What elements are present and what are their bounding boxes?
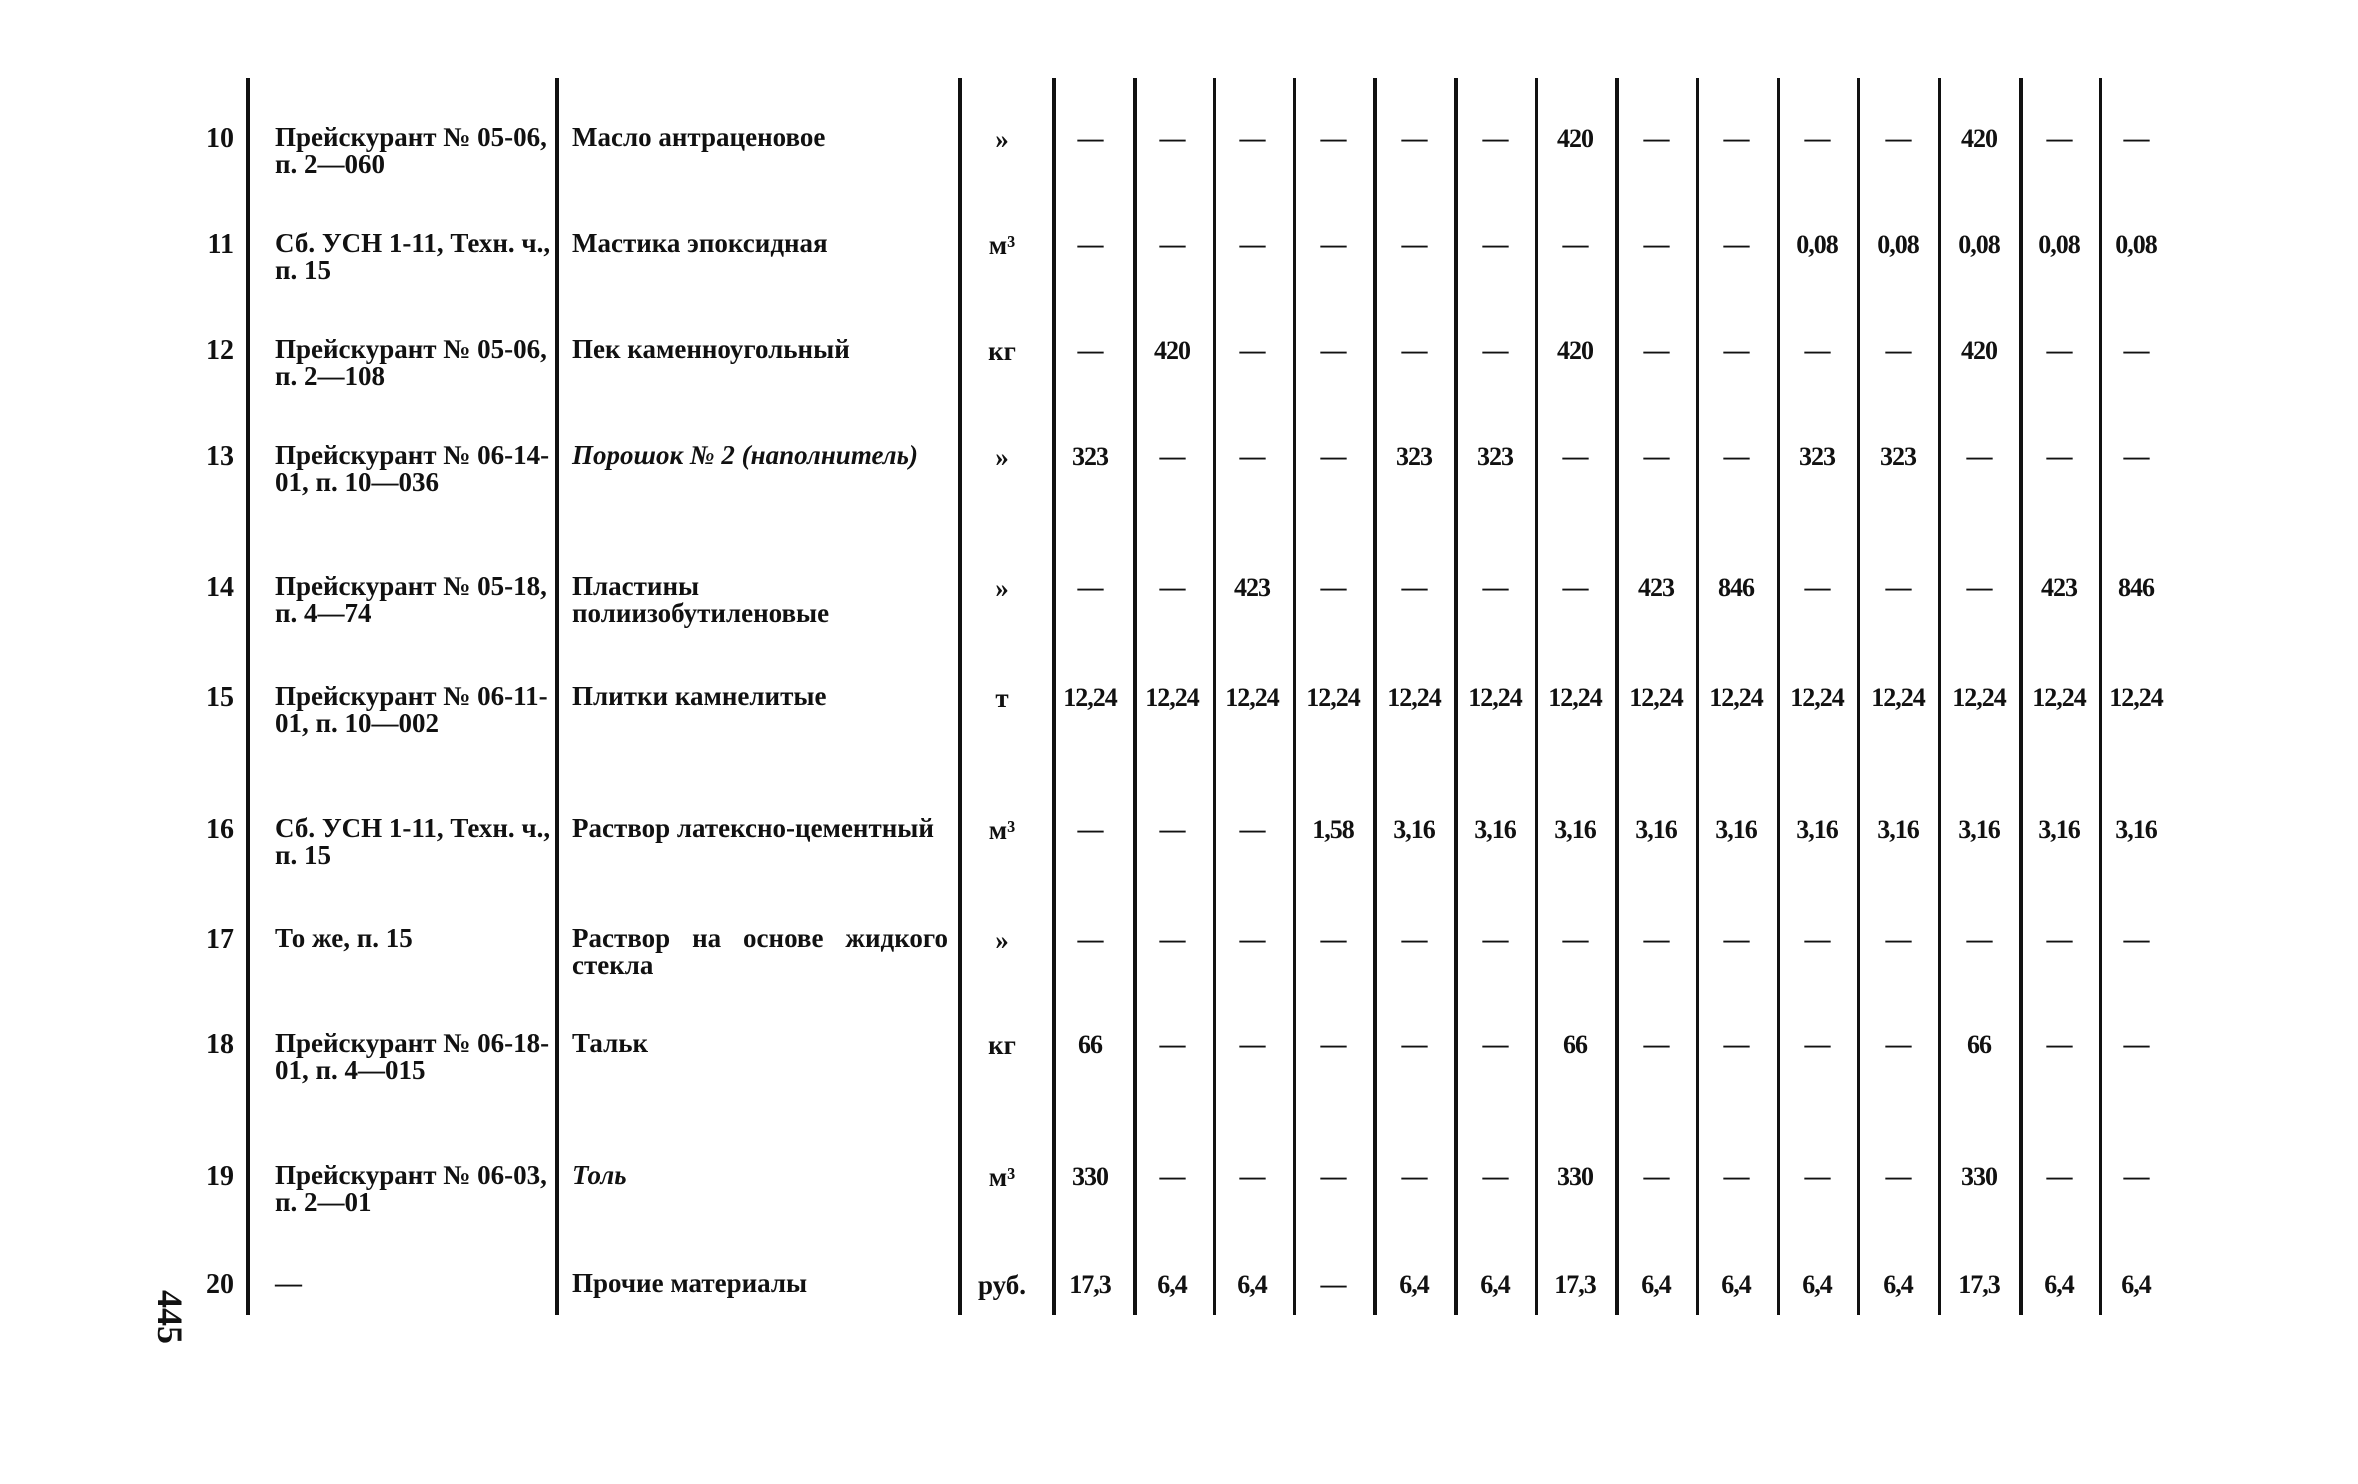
quantity-cell: — (1320, 925, 1346, 954)
quantity-cell: 6,4 (1237, 1270, 1267, 1299)
quantity-cell: — (1482, 124, 1508, 153)
unit-of-measure: » (995, 573, 1009, 603)
quantity-cell: — (1159, 815, 1185, 844)
row-number: 13 (206, 441, 234, 472)
quantity-cell: — (1723, 336, 1749, 365)
quantity-cell: — (1239, 336, 1265, 365)
quantity-cell: — (1159, 442, 1185, 471)
quantity-cell: 12,24 (1225, 683, 1279, 712)
quantity-cell: — (1320, 230, 1346, 259)
quantity-cell: — (1643, 124, 1669, 153)
quantity-cell: — (1643, 1162, 1669, 1191)
quantity-cell: 423 (1234, 573, 1270, 602)
quantity-cell: — (1723, 1030, 1749, 1059)
quantity-cell: — (1482, 1162, 1508, 1191)
row-number: 17 (206, 924, 234, 955)
quantity-cell: — (1643, 1030, 1669, 1059)
quantity-cell: — (2046, 442, 2072, 471)
quantity-cell: — (2046, 336, 2072, 365)
price-source: Прейскурант № 05-06, п. 2—108 (275, 334, 547, 391)
quantity-cell: 12,24 (1871, 683, 1925, 712)
quantity-cell: — (1239, 1030, 1265, 1059)
quantity-cell: — (1966, 925, 1992, 954)
quantity-cell: — (1643, 336, 1669, 365)
quantity-cell: — (2123, 124, 2149, 153)
quantity-cell: 420 (1557, 124, 1593, 153)
quantity-cell: 420 (1961, 336, 1997, 365)
quantity-cell: 12,24 (1306, 683, 1360, 712)
quantity-cell: — (1723, 1162, 1749, 1191)
price-source: Прейскурант № 06-18-01, п. 4—015 (275, 1028, 550, 1085)
quantity-cell: 17,3 (1958, 1270, 2000, 1299)
unit-of-measure: » (995, 442, 1009, 472)
quantity-cell: 6,4 (1883, 1270, 1913, 1299)
quantity-cell: — (2046, 925, 2072, 954)
quantity-cell: 6,4 (1157, 1270, 1187, 1299)
row-number: 11 (207, 229, 234, 260)
quantity-cell: — (1562, 230, 1588, 259)
price-source: Прейскурант № 06-03, п. 2—01 (275, 1160, 547, 1217)
row-number: 10 (206, 123, 234, 154)
quantity-cell: 846 (1718, 573, 1754, 602)
quantity-cell: — (1723, 925, 1749, 954)
quantity-cell: 12,24 (1063, 683, 1117, 712)
material-name: Толь (572, 1160, 627, 1190)
quantity-cell: 846 (2118, 573, 2154, 602)
unit-of-measure: кг (988, 1030, 1016, 1060)
quantity-cell: — (1239, 230, 1265, 259)
quantity-cell: — (1159, 230, 1185, 259)
quantity-cell: — (2123, 1162, 2149, 1191)
price-source: Сб. УСН 1-11, Техн. ч., п. 15 (275, 813, 551, 870)
quantity-cell: 12,24 (1790, 683, 1844, 712)
material-name: Плитки камнелитые (572, 681, 827, 711)
quantity-cell: — (1562, 925, 1588, 954)
quantity-cell: 6,4 (2044, 1270, 2074, 1299)
quantity-cell: 1,58 (1312, 815, 1354, 844)
quantity-cell: — (1723, 442, 1749, 471)
quantity-cell: — (1401, 573, 1427, 602)
material-name: Раствор на основе жидкого стекла (572, 923, 948, 980)
quantity-cell: 420 (1961, 124, 1997, 153)
price-source: Прейскурант № 05-18, п. 4—74 (275, 571, 547, 628)
quantity-cell: — (1723, 230, 1749, 259)
unit-of-measure: кг (988, 336, 1016, 366)
quantity-cell: — (2123, 1030, 2149, 1059)
unit-of-measure: м³ (988, 1162, 1016, 1192)
quantity-cell: — (1804, 124, 1830, 153)
quantity-cell: — (1159, 1162, 1185, 1191)
quantity-cell: — (1482, 925, 1508, 954)
quantity-cell: — (1885, 573, 1911, 602)
quantity-cell: 3,16 (1877, 815, 1919, 844)
quantity-cell: — (1401, 1030, 1427, 1059)
row-number: 12 (206, 335, 234, 366)
quantity-cell: — (2123, 925, 2149, 954)
unit-of-measure: » (995, 925, 1009, 955)
quantity-cell: 3,16 (1554, 815, 1596, 844)
quantity-cell: 3,16 (1474, 815, 1516, 844)
quantity-cell: 420 (1154, 336, 1190, 365)
quantity-cell: — (1401, 1162, 1427, 1191)
material-name: Мастика эпоксидная (572, 228, 828, 258)
quantity-cell: 323 (1072, 442, 1108, 471)
quantity-cell: — (1320, 573, 1346, 602)
quantity-cell: — (2123, 442, 2149, 471)
quantity-cell: — (1320, 1162, 1346, 1191)
quantity-cell: — (1239, 925, 1265, 954)
quantity-cell: 66 (1563, 1030, 1587, 1059)
quantity-cell: — (2123, 336, 2149, 365)
quantity-cell: — (1482, 573, 1508, 602)
quantity-cell: — (1320, 442, 1346, 471)
quantity-cell: 420 (1557, 336, 1593, 365)
quantity-cell: 323 (1477, 442, 1513, 471)
quantity-cell: 12,24 (1709, 683, 1763, 712)
quantity-cell: — (1885, 124, 1911, 153)
quantity-cell: — (1159, 573, 1185, 602)
quantity-cell: 66 (1967, 1030, 1991, 1059)
quantity-cell: 12,24 (1387, 683, 1441, 712)
quantity-cell: — (1401, 925, 1427, 954)
quantity-cell: 12,24 (2032, 683, 2086, 712)
material-name: Пек каменноугольный (572, 334, 850, 364)
quantity-cell: — (1077, 815, 1103, 844)
quantity-cell: 12,24 (1548, 683, 1602, 712)
quantity-cell: 3,16 (1958, 815, 2000, 844)
material-name: Прочие материалы (572, 1268, 808, 1298)
quantity-cell: — (1482, 1030, 1508, 1059)
quantity-cell: 323 (1799, 442, 1835, 471)
quantity-cell: — (1077, 124, 1103, 153)
quantity-cell: 66 (1078, 1030, 1102, 1059)
quantity-cell: 3,16 (1393, 815, 1435, 844)
quantity-cell: — (1239, 815, 1265, 844)
quantity-cell: — (1643, 442, 1669, 471)
quantity-cell: — (1885, 336, 1911, 365)
quantity-cell: 323 (1880, 442, 1916, 471)
quantity-cell: — (1320, 1270, 1346, 1299)
quantity-cell: — (1239, 1162, 1265, 1191)
quantity-cell: — (1159, 1030, 1185, 1059)
quantity-cell: — (1804, 573, 1830, 602)
price-source: Прейскурант № 05-06, п. 2—060 (275, 122, 547, 179)
price-source: Прейскурант № 06-11-01, п. 10—002 (275, 681, 548, 738)
quantity-cell: — (1643, 230, 1669, 259)
quantity-cell: 12,24 (1468, 683, 1522, 712)
price-source: — (275, 1268, 302, 1298)
quantity-cell: 17,3 (1554, 1270, 1596, 1299)
quantity-cell: — (1159, 124, 1185, 153)
row-number: 18 (206, 1029, 234, 1060)
quantity-cell: — (1320, 336, 1346, 365)
quantity-cell: — (1643, 925, 1669, 954)
quantity-cell: — (1885, 1162, 1911, 1191)
quantity-cell: — (1077, 573, 1103, 602)
price-source: Сб. УСН 1-11, Техн. ч., п. 15 (275, 228, 551, 285)
quantity-cell: 0,08 (1796, 230, 1838, 259)
material-name: Тальк (572, 1028, 649, 1058)
row-number: 19 (206, 1161, 234, 1192)
unit-of-measure: » (995, 124, 1009, 154)
unit-of-measure: руб. (977, 1270, 1027, 1300)
quantity-cell: — (1804, 336, 1830, 365)
page-number: 445 (150, 1290, 190, 1344)
quantity-cell: — (2046, 1030, 2072, 1059)
quantity-cell: 6,4 (1802, 1270, 1832, 1299)
quantity-cell: — (1320, 124, 1346, 153)
quantity-cell: — (1885, 925, 1911, 954)
quantity-cell: — (1482, 230, 1508, 259)
quantity-cell: — (1723, 124, 1749, 153)
price-source: Прейскурант № 06-14-01, п. 10—036 (275, 440, 550, 497)
quantity-cell: 12,24 (1629, 683, 1683, 712)
quantity-cell: — (1239, 442, 1265, 471)
quantity-cell: 0,08 (1877, 230, 1919, 259)
quantity-cell: 330 (1961, 1162, 1997, 1191)
row-number: 20 (206, 1269, 234, 1300)
row-number: 15 (206, 682, 234, 713)
quantity-cell: — (1885, 1030, 1911, 1059)
quantity-cell: — (1077, 230, 1103, 259)
material-name: Масло антраценовое (572, 122, 826, 152)
quantity-cell: — (1804, 925, 1830, 954)
unit-of-measure: т (995, 683, 1009, 713)
quantity-cell: — (2046, 124, 2072, 153)
quantity-cell: 330 (1557, 1162, 1593, 1191)
quantity-cell: 12,24 (1145, 683, 1199, 712)
material-name: Раствор латексно-цементный (572, 813, 934, 843)
quantity-cell: — (1401, 336, 1427, 365)
quantity-cell: 6,4 (1399, 1270, 1429, 1299)
quantity-cell: 17,3 (1069, 1270, 1111, 1299)
quantity-cell: 0,08 (1958, 230, 2000, 259)
material-name: Пластины полиизобутиленовые (572, 571, 830, 628)
quantity-cell: 3,16 (1715, 815, 1757, 844)
price-source: То же, п. 15 (275, 923, 413, 953)
quantity-cell: — (1562, 442, 1588, 471)
quantity-cell: 423 (2041, 573, 2077, 602)
quantity-cell: — (1562, 573, 1588, 602)
quantity-cell: — (1804, 1162, 1830, 1191)
quantity-cell: 3,16 (1635, 815, 1677, 844)
quantity-cell: 3,16 (1796, 815, 1838, 844)
quantity-cell: — (1401, 230, 1427, 259)
quantity-cell: 3,16 (2115, 815, 2157, 844)
quantity-cell: — (1966, 573, 1992, 602)
quantity-cell: — (1077, 925, 1103, 954)
row-number: 14 (206, 572, 234, 603)
quantity-cell: — (1966, 442, 1992, 471)
quantity-cell: — (1401, 124, 1427, 153)
row-number: 16 (206, 814, 234, 845)
quantity-cell: 6,4 (1721, 1270, 1751, 1299)
quantity-cell: 0,08 (2115, 230, 2157, 259)
quantity-cell: 6,4 (1641, 1270, 1671, 1299)
quantity-cell: 12,24 (2109, 683, 2163, 712)
quantity-cell: 330 (1072, 1162, 1108, 1191)
quantity-cell: — (1320, 1030, 1346, 1059)
quantity-cell: 3,16 (2038, 815, 2080, 844)
quantity-cell: — (1077, 336, 1103, 365)
quantity-cell: — (1239, 124, 1265, 153)
quantity-cell: 0,08 (2038, 230, 2080, 259)
material-name: Порошок № 2 (наполнитель) (572, 440, 918, 470)
quantity-cell: 6,4 (2121, 1270, 2151, 1299)
quantity-cell: — (1482, 336, 1508, 365)
quantity-cell: 323 (1396, 442, 1432, 471)
quantity-cell: — (1804, 1030, 1830, 1059)
quantity-cell: 6,4 (1480, 1270, 1510, 1299)
quantity-cell: — (1159, 925, 1185, 954)
unit-of-measure: м³ (988, 815, 1016, 845)
quantity-cell: 423 (1638, 573, 1674, 602)
quantity-cell: 12,24 (1952, 683, 2006, 712)
column-rule (246, 78, 250, 1315)
unit-of-measure: м³ (988, 230, 1016, 260)
quantity-cell: — (2046, 1162, 2072, 1191)
